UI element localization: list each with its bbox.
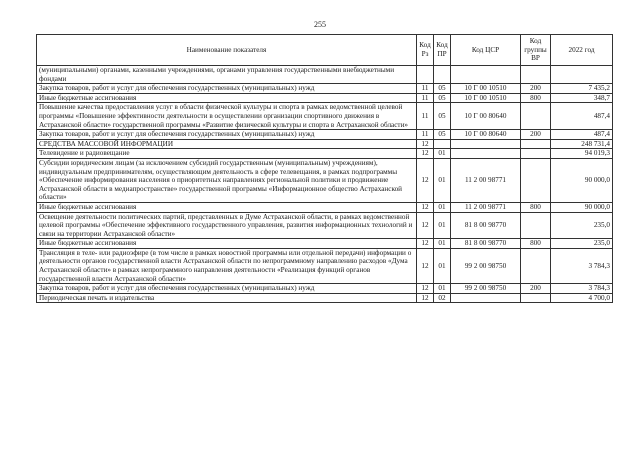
cell-csr: 11 2 00 98771	[451, 158, 521, 202]
table-row	[37, 212, 613, 239]
cell-rz: 12	[417, 284, 434, 294]
cell-pr: 05	[434, 130, 451, 140]
cell-vr	[521, 66, 551, 84]
table-row	[37, 284, 613, 294]
table-body	[37, 66, 613, 303]
cell-pr: 01	[434, 239, 451, 249]
cell-vr	[521, 149, 551, 159]
cell-vr	[521, 139, 551, 149]
cell-amount: 90 000,0	[551, 202, 613, 212]
header-year: 2022 год	[551, 35, 613, 66]
cell-csr	[451, 139, 521, 149]
cell-rz: 12	[417, 139, 434, 149]
cell-rz	[417, 66, 434, 84]
cell-amount: 487,4	[551, 130, 613, 140]
cell-vr	[521, 158, 551, 202]
cell-pr: 02	[434, 293, 451, 303]
cell-csr: 11 2 00 98771	[451, 202, 521, 212]
header-name: Наименование показателя	[37, 35, 417, 66]
cell-vr: 800	[521, 202, 551, 212]
cell-rz: 12	[417, 149, 434, 159]
cell-pr	[434, 66, 451, 84]
table-row	[37, 293, 613, 303]
cell-amount: 3 784,3	[551, 248, 613, 283]
cell-name: Иные бюджетные ассигнования	[37, 202, 417, 212]
cell-csr: 99 2 00 98750	[451, 284, 521, 294]
cell-rz: 12	[417, 202, 434, 212]
page-number: 255	[314, 20, 326, 29]
cell-name: Иные бюджетные ассигнования	[37, 93, 417, 103]
cell-rz: 12	[417, 212, 434, 239]
cell-rz: 11	[417, 130, 434, 140]
cell-name: Закупка товаров, работ и услуг для обеспечения государственных (муниципальных) нужд	[37, 130, 417, 140]
cell-amount: 348,7	[551, 93, 613, 103]
table-row	[37, 139, 613, 149]
cell-name: Закупка товаров, работ и услуг для обеспечения государственных (муниципальных) нужд	[37, 84, 417, 94]
cell-vr	[521, 212, 551, 239]
cell-amount: 487,4	[551, 103, 613, 130]
cell-csr: 10 Г 00 80640	[451, 130, 521, 140]
cell-name: Трансляция в теле- или радиоэфире (в том числе в рамках новостной программы или отдельной передачи) информации о деятельности органов государственной власти Астраханской области по непрограммному направлению расходов «Дума Астраханской области» в рамках непрограммного направления деятельности «Реализация функций органов государственной власти Астраханской области»	[37, 248, 417, 283]
table-header-row	[37, 35, 613, 66]
cell-csr	[451, 66, 521, 84]
table-row	[37, 130, 613, 140]
cell-amount: 235,0	[551, 212, 613, 239]
cell-name: Повышение качества предоставления услуг в области физической культуры и спорта в рамках ведомственной целевой программы «Повышение эффективности деятельности в осуществлении организации спортивного движения в Астраханской области» государственной программы «Развитие физической культуры и спорта в Астраханской области»	[37, 103, 417, 130]
cell-rz: 12	[417, 158, 434, 202]
header-csr: Код ЦСР	[451, 35, 521, 66]
cell-rz: 12	[417, 248, 434, 283]
cell-vr	[521, 293, 551, 303]
cell-csr: 81 8 00 98770	[451, 212, 521, 239]
cell-csr	[451, 293, 521, 303]
cell-pr: 05	[434, 103, 451, 130]
cell-csr: 10 Г 00 10510	[451, 84, 521, 94]
cell-vr: 800	[521, 93, 551, 103]
cell-amount: 90 000,0	[551, 158, 613, 202]
table-row	[37, 202, 613, 212]
table-row	[37, 248, 613, 283]
cell-amount: 7 435,2	[551, 84, 613, 94]
table-row	[37, 66, 613, 84]
table-row	[37, 93, 613, 103]
cell-csr: 10 Г 00 80640	[451, 103, 521, 130]
cell-name: Телевидение и радиовещание	[37, 149, 417, 159]
cell-name: Освещение деятельности политических партий, представленных в Думе Астраханской области, в рамках ведомственной целевой программы «Обеспечение эффективного государственного управления, развития информационных технологий и связи на территории Астраханской области»	[37, 212, 417, 239]
cell-vr: 800	[521, 239, 551, 249]
header-vr: Код группы ВР	[521, 35, 551, 66]
cell-rz: 11	[417, 103, 434, 130]
cell-pr: 01	[434, 149, 451, 159]
cell-name: СРЕДСТВА МАССОВОЙ ИНФОРМАЦИИ	[37, 139, 417, 149]
cell-pr	[434, 139, 451, 149]
header-rz: Код Рз	[417, 35, 434, 66]
cell-vr	[521, 103, 551, 130]
cell-rz: 12	[417, 293, 434, 303]
cell-amount: 94 019,3	[551, 149, 613, 159]
cell-pr: 01	[434, 158, 451, 202]
table-row	[37, 84, 613, 94]
cell-vr: 200	[521, 284, 551, 294]
header-pr: Код ПР	[434, 35, 451, 66]
cell-vr: 200	[521, 84, 551, 94]
cell-vr	[521, 248, 551, 283]
cell-vr: 200	[521, 130, 551, 140]
cell-name: Иные бюджетные ассигнования	[37, 239, 417, 249]
cell-name: (муниципальными) органами, казенными учреждениями, органами управления государственными внебюджетными фондами	[37, 66, 417, 84]
cell-pr: 05	[434, 84, 451, 94]
cell-rz: 12	[417, 239, 434, 249]
cell-pr: 05	[434, 93, 451, 103]
cell-name: Периодическая печать и издательства	[37, 293, 417, 303]
cell-name: Субсидии юридическим лицам (за исключением субсидий государственным (муниципальным) учреждениям), индивидуальным предпринимателям, осуществляющим деятельность в сфере телевещания, в рамках подпрограммы «Обеспечение информирования населения о приоритетных направлениях региональной политики и продвижение Астраханской области в медиапространстве» государственной программы «Информационное общество Астраханской области»	[37, 158, 417, 202]
cell-csr	[451, 149, 521, 159]
cell-csr: 10 Г 00 10510	[451, 93, 521, 103]
table-row	[37, 103, 613, 130]
cell-name: Закупка товаров, работ и услуг для обеспечения государственных (муниципальных) нужд	[37, 284, 417, 294]
table-row	[37, 158, 613, 202]
table-row	[37, 149, 613, 159]
cell-pr: 01	[434, 212, 451, 239]
cell-amount: 4 700,0	[551, 293, 613, 303]
cell-csr: 99 2 00 98750	[451, 248, 521, 283]
cell-pr: 01	[434, 202, 451, 212]
cell-pr: 01	[434, 248, 451, 283]
cell-rz: 11	[417, 93, 434, 103]
cell-rz: 11	[417, 84, 434, 94]
cell-amount: 235,0	[551, 239, 613, 249]
cell-pr: 01	[434, 284, 451, 294]
cell-csr: 81 8 00 98770	[451, 239, 521, 249]
table-row	[37, 239, 613, 249]
cell-amount: 3 784,3	[551, 284, 613, 294]
cell-amount	[551, 66, 613, 84]
budget-table	[36, 34, 613, 303]
cell-amount: 248 731,4	[551, 139, 613, 149]
